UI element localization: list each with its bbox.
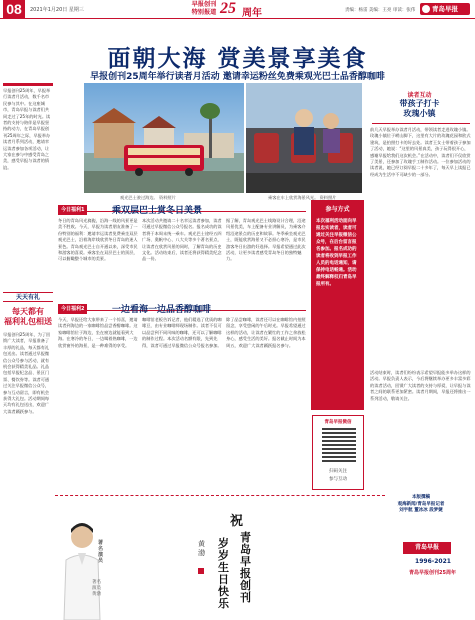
reader-story-text: 前几天早报举办读者月活动，带领读者走进玫瑰小镇。玫瑰小镇位于崂山脚下，这里有大片的玫瑰花园和欧式建筑，是拍照打卡的好去处。读者王女士带着孩子参加了活动，她说：“这里的风景真美，孩子玩得很开心，感谢早报给我们这次机会。”在活动中，读者们不仅欣赏了美景，还参加了玫瑰手工制作活动。一位参加活动的读者说，她已经订阅早报二十多年了，每天早上读报已经成为生活中不可缺少的一部分。 (370, 127, 471, 177)
masthead-line1: 早报创刊 (191, 1, 217, 8)
callig-line1: 青岛早报创刊 (240, 531, 251, 604)
byline-1: 本版撰稿 (412, 495, 430, 500)
promo-title-2: 福利礼包相送 (4, 317, 52, 326)
portrait-photo (60, 515, 105, 620)
reader-story-kicker: 读者互动 (407, 92, 432, 99)
callig-title: 祝 (230, 514, 244, 529)
anniversary-name: 青岛早报创刊25周年 (409, 570, 456, 576)
left-intro-text: 早报创刊25周年，早报举行读者月活动，数千名市民参与其中。在这座城市，青岛早报与读者们共同走过了25年的时光。读者的支持与陪伴是早报坚持的动力，在青岛早报创刊25周年之际，早报举办读者月系列活动，邀请幸运读者参加各项活动，让大家在参与中感受青岛之美，感受早报与读者的情谊。 (3, 88, 51, 170)
byline-2: 观海新闻/青岛早报记者 (397, 501, 445, 507)
section1-col3: 据了解，青岛观光巴士线路设计合理，沿途风景优美，车上配备专业讲解员，为乘客介绍沿途景点的历史和故事。冬季乘坐观光巴士，既能欣赏海景又不必担心寒冷，是市民游客冬日出游的好选择。早报希望通过此次活动，让更多读者感受青岛冬日的独特魅力。 (226, 218, 306, 262)
section1-tag: 今日福利1 (58, 205, 87, 215)
left-section-title: 天天有礼 (3, 292, 53, 302)
portrait-caption: 著名演员 黄渤 (92, 580, 101, 597)
participation-text: 本次福利活动面向早报忠实读者，读者可通过关注早报微信公众号，在后台留言报名参加。报名成功的读者将收到早报工作人员的电话通知，请保持电话畅通。活动最终解释权归青岛早报所有。 (316, 219, 357, 287)
qr-code-icon[interactable] (322, 428, 356, 462)
masthead-line2: 特别报道 (191, 9, 217, 16)
main-headline: 面朝大海 赏美景享美食 (107, 46, 368, 72)
qr-code-box[interactable] (312, 415, 364, 490)
reader-story-header (367, 90, 472, 119)
promo-title (3, 307, 53, 327)
photo-tourbus (84, 83, 244, 193)
left-column-rule (3, 83, 53, 86)
section1-col1: 冬日的青岛风光旖旎，沿海一线的风景更是美不胜收。今天，早报为读者朋友准备了一份特别的福利：邀请幸运读者免费乘坐双层观光巴士，沿着海岸线欣赏冬日青岛的迷人景色。青岛观光巴士自开通以来，深受市民和游客的喜爱。乘客坐在双层巴士的顶层，可以俯瞰整个城市的美景。 (58, 218, 138, 262)
masthead-number: 25 (220, 0, 236, 17)
logo-icon (422, 5, 430, 13)
section1-col2: 本次活动共邀请二十名幸运读者参加，读者可通过早报微信公众号报名。报名成功的读者将于本周末统一乘车。观光巴士途经五四广场、奥帆中心、八大关等多个著名景点，让读者在欣赏风景的同时，了解青岛的历史文化。活动结束后，读者还将获得精美纪念品一份。 (142, 218, 222, 262)
photo-caption-left: 观光巴士驶过海边。 资料照片 (120, 195, 176, 200)
section1-title: 乘双层巴士赏冬日美景 (112, 206, 203, 216)
issue-date: 2021年1月20日 星期三 (30, 7, 84, 13)
seal-stamp (198, 568, 204, 574)
section2-tag: 今日福利2 (58, 304, 87, 314)
promo-title-1: 每天都有 (12, 307, 44, 316)
reader-story-title-1: 带孩子打卡 (399, 99, 440, 108)
section2-col3: 除了品尝咖啡，读者还可以在咖啡馆内拍照留念，享受悠闲的午后时光。早报希望通过这样的活动，让读者在繁忙的工作之余放松身心，感受生活的美好。报名截止时间为本周五，欢迎广大读者踊跃报名参与。 (226, 317, 306, 348)
portrait-image (60, 515, 105, 620)
sub-headline: 早报创刊25周年举行读者月活动 邀请幸运粉丝免费乘观光巴士品香醇咖啡 (90, 72, 385, 82)
section2-col1: 今天，早报还给大家带来了一个惊喜，邀请读者到海边的一家咖啡馆品尝香醇咖啡。这家咖啡馆位于海边，坐在窗边就能看到大海。在寒冷的冬日，一边喝着热咖啡，一边欣赏窗外的海景，是一种难得的享受。 (58, 317, 138, 348)
photo-caption-right: 乘客在车上欣赏海景风光。 资料照片 (268, 195, 337, 200)
portrait-name: 著名演员 (98, 540, 104, 564)
calligraphy (160, 510, 310, 620)
callig-line2: 岁岁生日快乐 (218, 537, 229, 610)
reader-story-text-2: 活动结束时，读者们纷纷表示希望早报能多举办这样的活动。早报负责人表示，今后将继续举办更多丰富多彩的读者活动，回馈广大读者的支持与厚爱，让早报与读者之间的联系更加紧密。读者月期间，早报还将推出一系列活动，敬请关注。 (370, 370, 471, 401)
qr-sub2: 参与互动 (329, 477, 347, 482)
byline (370, 495, 472, 515)
byline-3: 刘宇航 董冰冰 段梦婕 (399, 508, 443, 513)
callig-sign: 黄 渤 (198, 540, 205, 557)
participation-title: 参与方式 (325, 206, 350, 213)
section2-col2: 咖啡馆老板告诉记者，他们精选了优质的咖啡豆，由专业咖啡师现场制作。读者不仅可以品尝到不同风味的咖啡，还可以了解咖啡的制作过程。本次活动名额有限，先到先得，读者可通过早报微信公众号报名参加。 (142, 317, 222, 348)
anniversary-years: 1996-2021 (415, 558, 451, 565)
promo-text: 早报创刊25周年，为了回馈广大读者，早报准备了丰厚的礼品，每天都有礼包送出。读者通过早报微信公众号参与活动，就有机会获得精美礼品。礼品包括早报纪念品、景区门票、餐饮券等。读者可通过关注早报微信公众号，参与互动留言，即有机会获得大礼包。活动期间每天均有礼包送出，欢迎广大读者踊跃参与。 (3, 332, 51, 414)
reader-story-title-2: 玫瑰小镇 (403, 109, 436, 118)
tourbus-photo-image (84, 83, 244, 193)
qr-sub1: 扫码关注 (329, 469, 347, 474)
anniversary-tag: 青岛早报 (403, 542, 451, 554)
photo-bus-interior (246, 83, 362, 193)
masthead-suffix: 周年 (242, 8, 262, 19)
editor-credits: 责编：杨雷 美编：王亮 审读：张伟 (345, 8, 416, 13)
qr-label: 青岛早报微信 (324, 420, 352, 425)
ad-divider (55, 495, 385, 496)
page-number: 08 (3, 0, 25, 18)
logo-text: 青岛早报 (432, 5, 458, 13)
bus-interior-photo-image (246, 83, 362, 193)
participation-box (311, 200, 364, 410)
newspaper-logo (420, 3, 470, 15)
masthead (190, 1, 290, 19)
section2-title: 一边看海一边品香醇咖啡 (112, 305, 212, 315)
reader-story-rule (372, 123, 470, 124)
